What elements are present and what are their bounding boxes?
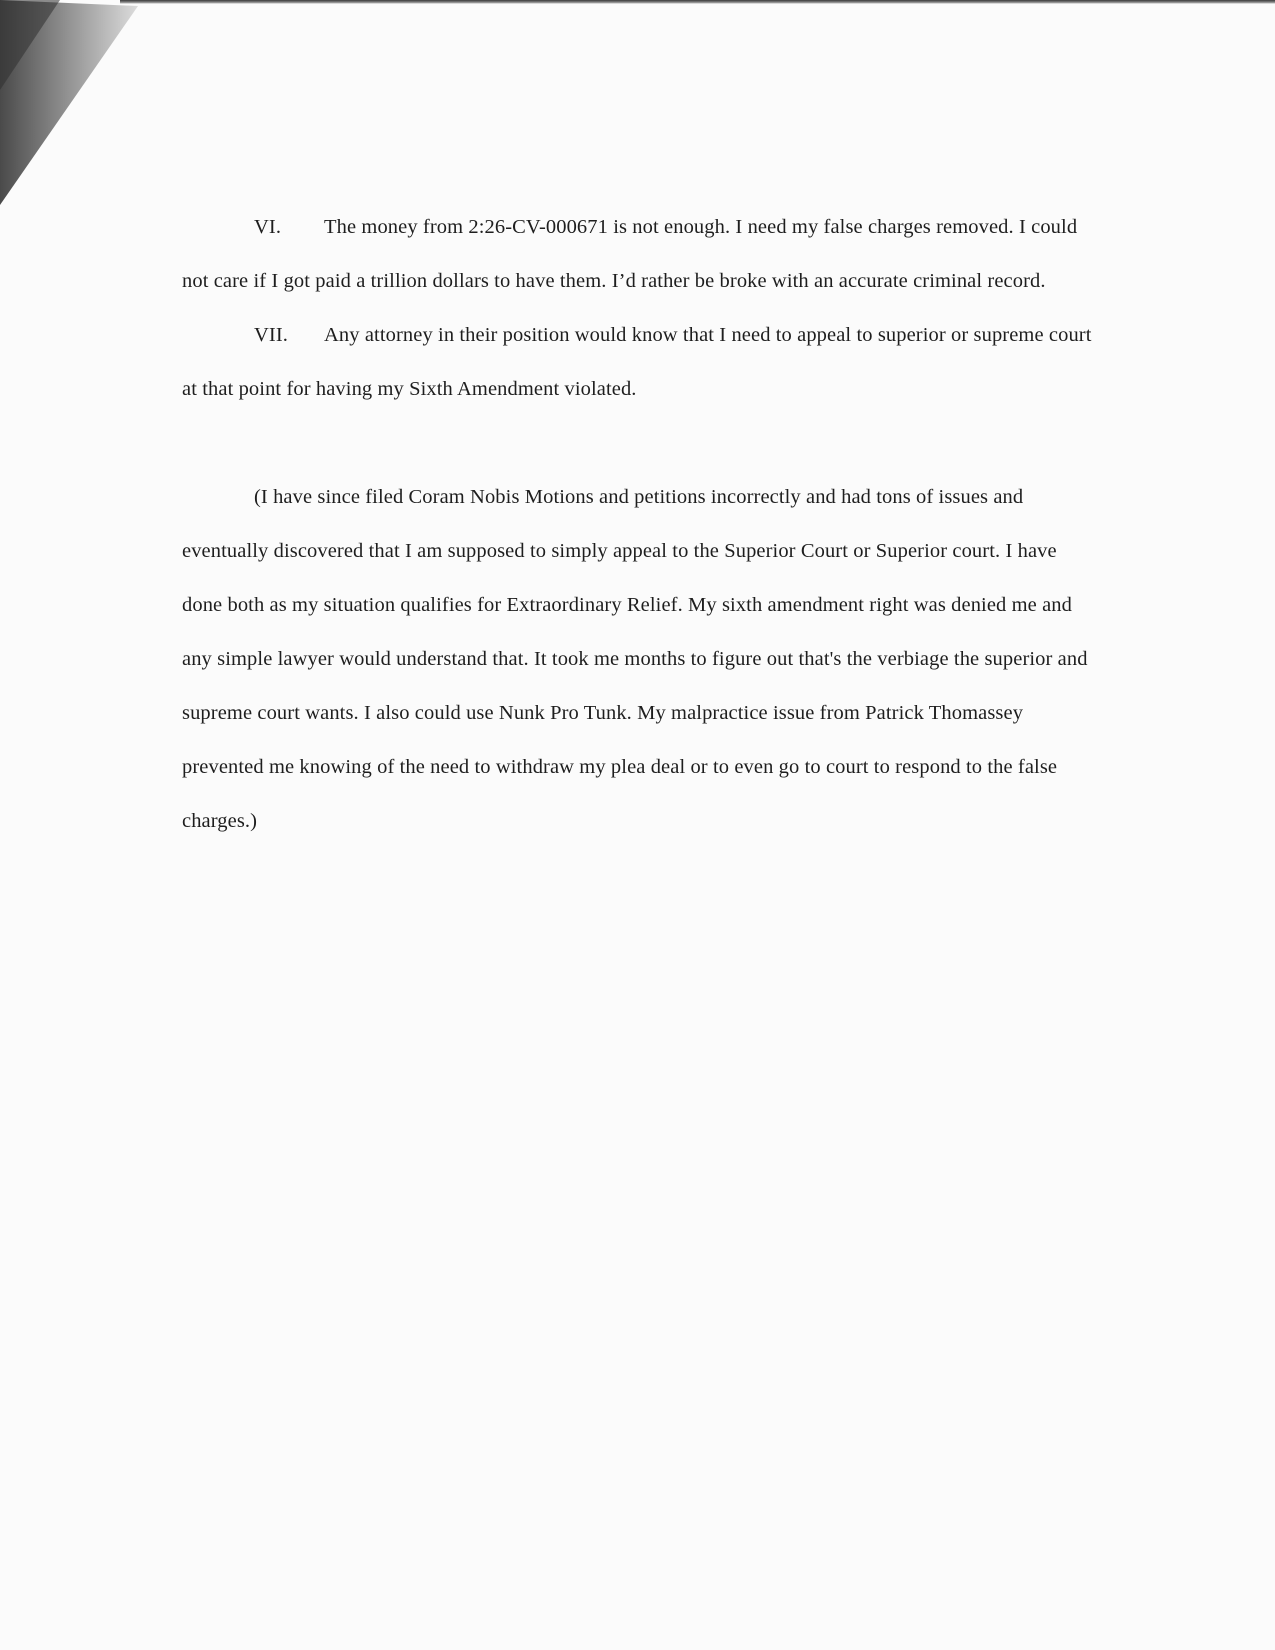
numbered-paragraph-vii [182, 308, 1102, 416]
paragraph-number: VII. [254, 324, 288, 346]
paragraph-spacer [182, 416, 1102, 470]
document-body [182, 200, 1102, 848]
paragraph-text: Any attorney in their position would know that I need to appeal to superior or supreme court at that point for having my Sixth Amendment violated. [182, 324, 1092, 400]
folded-corner-shadow [0, 0, 140, 220]
scan-edge-line [120, 0, 1275, 4]
paragraph-text: The money from 2:26-CV-000671 is not enough. I need my false charges removed. I could not care if I got paid a trillion dollars to have them. I’d rather be broke with an accurate criminal record. [182, 216, 1078, 292]
numbered-paragraph-vi [182, 200, 1102, 308]
paragraph-number: VI. [254, 216, 282, 238]
parenthetical-note: (I have since filed Coram Nobis Motions and petitions incorrectly and had tons of issues and eventually discovered that I am supposed to simply appeal to the Superior Court or Superior court. I have done both as my situation qualifies for Extraordinary Relief. My sixth amendment right was denied me and any simple lawyer would understand that. It took me months to figure out that's the verbiage the superior and supreme court wants. I also could use Nunk Pro Tunk. My malpractice issue from Patrick Thomassey prevented me knowing of the need to withdraw my plea deal or to even go to court to respond to the false charges.) [182, 486, 1088, 832]
